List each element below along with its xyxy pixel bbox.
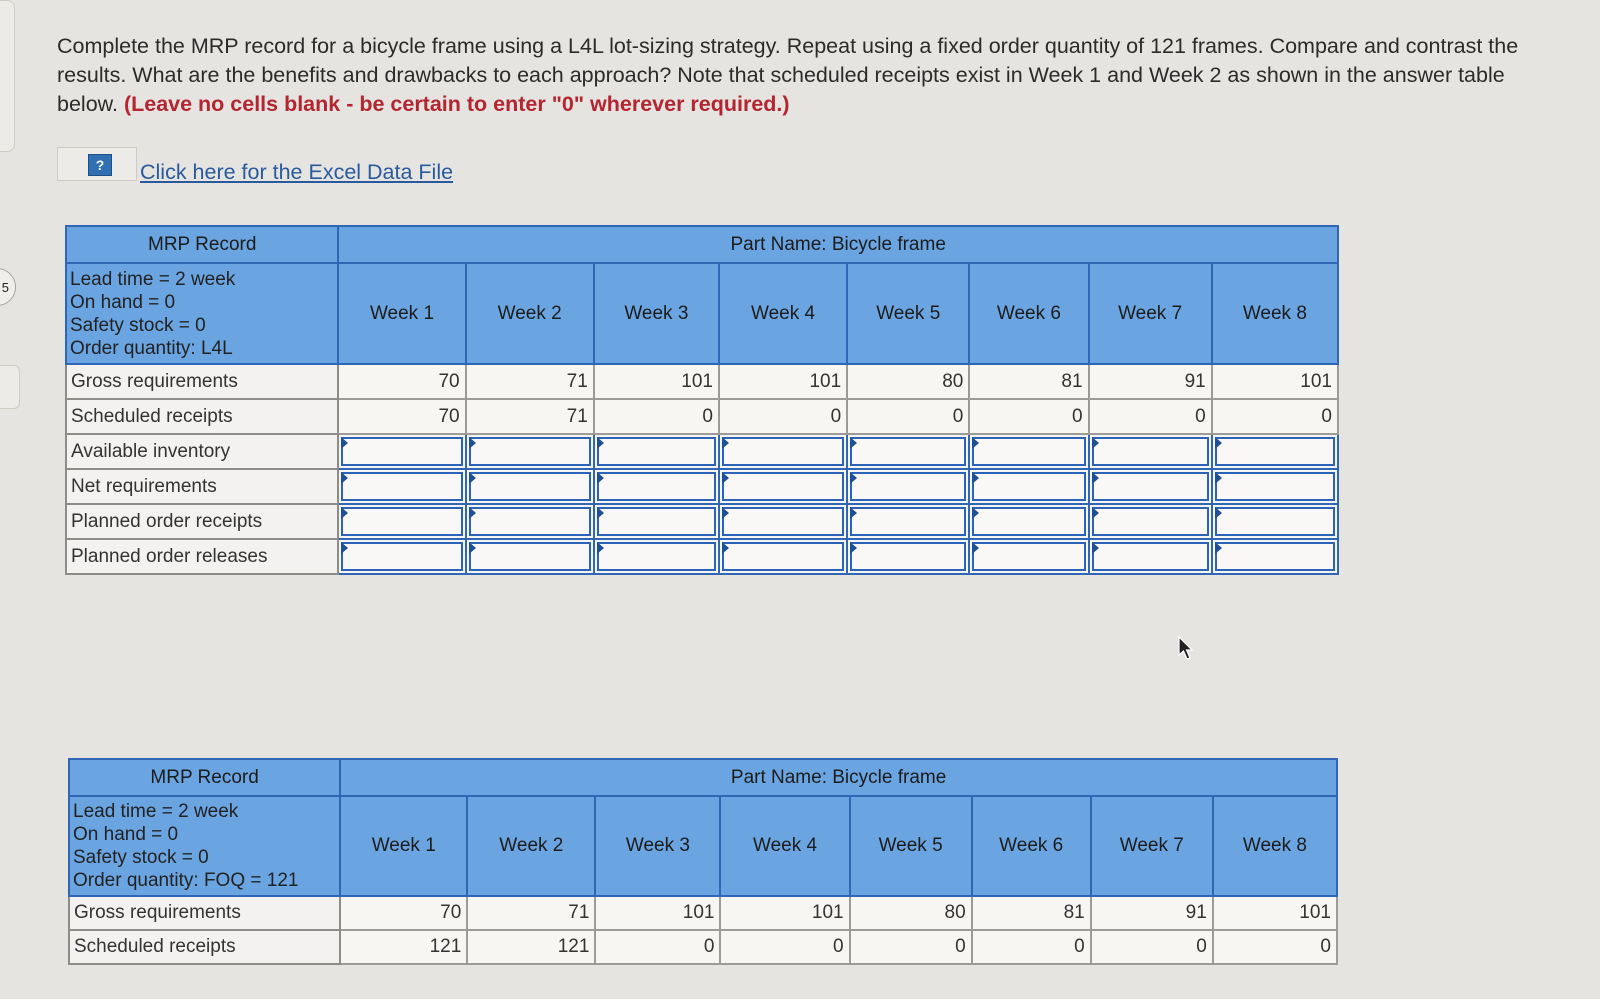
scheduled-receipts-week-1: 121 bbox=[340, 930, 467, 964]
answer-input[interactable] bbox=[469, 542, 591, 571]
answer-input[interactable] bbox=[1215, 472, 1335, 501]
available-inventory-week-2-input[interactable] bbox=[466, 434, 594, 469]
question-number: 5 bbox=[1, 280, 9, 295]
scheduled-receipts-week-4: 0 bbox=[720, 930, 849, 964]
scheduled-receipts-week-8: 0 bbox=[1213, 930, 1337, 964]
param-order-quantity: Order quantity: FOQ = 121 bbox=[73, 870, 299, 891]
row-planned-order-receipts bbox=[66, 504, 1338, 539]
gross-requirements-week-1: 70 bbox=[340, 896, 467, 930]
week-header-8: Week 8 bbox=[1213, 796, 1337, 896]
gross-requirements-week-3: 101 bbox=[594, 364, 719, 399]
gross-requirements-week-2: 71 bbox=[467, 896, 595, 930]
gross-requirements-week-8: 101 bbox=[1213, 896, 1337, 930]
answer-input[interactable] bbox=[1092, 542, 1209, 571]
available-inventory-week-8-input[interactable] bbox=[1212, 434, 1338, 469]
param-safety-stock: Safety stock = 0 bbox=[73, 847, 209, 868]
mouse-pointer-icon bbox=[1178, 636, 1196, 662]
planned-order-receipts-week-4-input[interactable] bbox=[719, 504, 847, 539]
gross-requirements-week-3: 101 bbox=[595, 896, 720, 930]
week-header-7: Week 7 bbox=[1089, 263, 1212, 364]
scheduled-receipts-week-2: 121 bbox=[467, 930, 595, 964]
param-on-hand: On hand = 0 bbox=[73, 824, 179, 845]
question-number-badge[interactable] bbox=[0, 268, 16, 306]
answer-input[interactable] bbox=[597, 437, 716, 466]
gross-requirements-week-7: 91 bbox=[1089, 364, 1212, 399]
gross-requirements-week-4: 101 bbox=[719, 364, 847, 399]
left-panel-tab[interactable] bbox=[0, 0, 15, 152]
row-label: Planned order receipts bbox=[66, 504, 338, 539]
scheduled-receipts-week-6: 0 bbox=[969, 399, 1088, 434]
planned-order-releases-week-5-input[interactable] bbox=[847, 539, 969, 574]
answer-input[interactable] bbox=[597, 472, 716, 501]
answer-input[interactable] bbox=[341, 472, 462, 501]
gross-requirements-week-5: 80 bbox=[850, 896, 972, 930]
row-scheduled-receipts bbox=[66, 399, 1338, 434]
answer-input[interactable] bbox=[722, 542, 844, 571]
answer-input[interactable] bbox=[1092, 507, 1209, 536]
planned-order-receipts-week-7-input[interactable] bbox=[1089, 504, 1212, 539]
available-inventory-week-3-input[interactable] bbox=[594, 434, 719, 469]
row-label: Net requirements bbox=[66, 469, 338, 504]
answer-input[interactable] bbox=[722, 472, 844, 501]
answer-input[interactable] bbox=[341, 437, 462, 466]
planned-order-releases-week-6-input[interactable] bbox=[969, 539, 1088, 574]
row-available-inventory bbox=[66, 434, 1338, 469]
available-inventory-week-7-input[interactable] bbox=[1089, 434, 1212, 469]
row-label: Scheduled receipts bbox=[66, 399, 338, 434]
planned-order-receipts-week-3-input[interactable] bbox=[594, 504, 719, 539]
planned-order-receipts-week-5-input[interactable] bbox=[847, 504, 969, 539]
gross-requirements-week-6: 81 bbox=[969, 364, 1088, 399]
row-net-requirements bbox=[66, 469, 1338, 504]
week-header-6: Week 6 bbox=[972, 796, 1091, 896]
available-inventory-week-1-input[interactable] bbox=[338, 434, 465, 469]
net-requirements-week-1-input[interactable] bbox=[338, 469, 465, 504]
param-lead-time: Lead time = 2 week bbox=[73, 801, 239, 822]
gross-requirements-week-1: 70 bbox=[338, 364, 465, 399]
answer-input[interactable] bbox=[597, 542, 716, 571]
scheduled-receipts-week-2: 71 bbox=[466, 399, 594, 434]
row-gross-requirements bbox=[69, 896, 1337, 930]
answer-input[interactable] bbox=[722, 437, 844, 466]
part-name-header: Part Name: Bicycle frame bbox=[338, 226, 1338, 263]
week-header-2: Week 2 bbox=[467, 796, 595, 896]
gross-requirements-week-8: 101 bbox=[1212, 364, 1338, 399]
row-label: Gross requirements bbox=[66, 364, 338, 399]
planned-order-receipts-week-1-input[interactable] bbox=[338, 504, 465, 539]
available-inventory-week-4-input[interactable] bbox=[719, 434, 847, 469]
net-requirements-week-5-input[interactable] bbox=[847, 469, 969, 504]
gross-requirements-week-7: 91 bbox=[1091, 896, 1213, 930]
row-label: Planned order releases bbox=[66, 539, 338, 574]
net-requirements-week-8-input[interactable] bbox=[1212, 469, 1338, 504]
scheduled-receipts-week-5: 0 bbox=[847, 399, 969, 434]
answer-input[interactable] bbox=[972, 542, 1085, 571]
week-header-8: Week 8 bbox=[1212, 263, 1338, 364]
answer-input[interactable] bbox=[850, 507, 966, 536]
row-planned-order-releases bbox=[66, 539, 1338, 574]
planned-order-releases-week-8-input[interactable] bbox=[1212, 539, 1338, 574]
left-panel-box[interactable] bbox=[0, 365, 20, 409]
mrp-record-title: MRP Record bbox=[66, 226, 338, 263]
week-header-2: Week 2 bbox=[466, 263, 594, 364]
week-header-5: Week 5 bbox=[850, 796, 972, 896]
excel-file-box[interactable] bbox=[57, 147, 137, 181]
planned-order-releases-week-4-input[interactable] bbox=[719, 539, 847, 574]
mrp-table-l4l bbox=[65, 225, 1339, 575]
row-label: Scheduled receipts bbox=[69, 930, 340, 964]
planned-order-releases-week-3-input[interactable] bbox=[594, 539, 719, 574]
week-header-4: Week 4 bbox=[720, 796, 849, 896]
gross-requirements-week-6: 81 bbox=[972, 896, 1091, 930]
net-requirements-week-2-input[interactable] bbox=[466, 469, 594, 504]
answer-input[interactable] bbox=[850, 472, 966, 501]
week-header-1: Week 1 bbox=[340, 796, 467, 896]
answer-input[interactable] bbox=[972, 472, 1085, 501]
answer-input[interactable] bbox=[341, 542, 462, 571]
answer-input[interactable] bbox=[1092, 472, 1209, 501]
gross-requirements-week-4: 101 bbox=[720, 896, 849, 930]
answer-input[interactable] bbox=[469, 437, 591, 466]
answer-input[interactable] bbox=[972, 437, 1085, 466]
question-text bbox=[57, 32, 1527, 119]
param-lead-time: Lead time = 2 week bbox=[70, 268, 236, 290]
week-header-6: Week 6 bbox=[969, 263, 1088, 364]
param-order-quantity: Order quantity: L4L bbox=[70, 337, 233, 359]
scheduled-receipts-week-4: 0 bbox=[719, 399, 847, 434]
scheduled-receipts-week-5: 0 bbox=[850, 930, 972, 964]
week-header-3: Week 3 bbox=[594, 263, 719, 364]
available-inventory-week-5-input[interactable] bbox=[847, 434, 969, 469]
mrp-table-foq bbox=[68, 758, 1338, 965]
answer-input[interactable] bbox=[972, 507, 1085, 536]
question-note: (Leave no cells blank - be certain to enter "0" wherever required.) bbox=[123, 92, 790, 116]
answer-input[interactable] bbox=[341, 507, 462, 536]
scheduled-receipts-week-6: 0 bbox=[972, 930, 1091, 964]
question-body: Complete the MRP record for a bicycle frame using a L4L lot-sizing strategy. Repeat using a fixed order quantity of 121 frames. Compare and contrast the results. What are the benefits and drawbacks to each approach? Note that scheduled receipts exist in Week 1 and Week 2 as shown in the answer table below. bbox=[57, 34, 1519, 116]
planned-order-releases-week-1-input[interactable] bbox=[338, 539, 465, 574]
week-header-5: Week 5 bbox=[847, 263, 969, 364]
available-inventory-week-6-input[interactable] bbox=[969, 434, 1088, 469]
gross-requirements-week-5: 80 bbox=[847, 364, 969, 399]
param-safety-stock: Safety stock = 0 bbox=[70, 314, 206, 336]
scheduled-receipts-week-1: 70 bbox=[338, 399, 465, 434]
scheduled-receipts-week-7: 0 bbox=[1089, 399, 1212, 434]
part-name-header: Part Name: Bicycle frame bbox=[340, 759, 1337, 796]
gross-requirements-week-2: 71 bbox=[466, 364, 594, 399]
mrp-record-title: MRP Record bbox=[69, 759, 340, 796]
mrp-parameters bbox=[69, 796, 340, 896]
answer-input[interactable] bbox=[1215, 507, 1335, 536]
net-requirements-week-4-input[interactable] bbox=[719, 469, 847, 504]
answer-input[interactable] bbox=[469, 507, 591, 536]
planned-order-releases-week-2-input[interactable] bbox=[466, 539, 594, 574]
row-gross-requirements bbox=[66, 364, 1338, 399]
answer-input[interactable] bbox=[1215, 542, 1335, 571]
scheduled-receipts-week-7: 0 bbox=[1091, 930, 1213, 964]
scheduled-receipts-week-8: 0 bbox=[1212, 399, 1338, 434]
help-icon[interactable]: ? bbox=[88, 154, 112, 176]
row-label: Available inventory bbox=[66, 434, 338, 469]
net-requirements-week-3-input[interactable] bbox=[594, 469, 719, 504]
week-header-3: Week 3 bbox=[595, 796, 720, 896]
week-header-4: Week 4 bbox=[719, 263, 847, 364]
excel-data-file-link[interactable]: Click here for the Excel Data File bbox=[140, 160, 454, 184]
row-label: Gross requirements bbox=[69, 896, 340, 930]
planned-order-releases-week-7-input[interactable] bbox=[1089, 539, 1212, 574]
scheduled-receipts-week-3: 0 bbox=[595, 930, 720, 964]
answer-input[interactable] bbox=[469, 472, 591, 501]
planned-order-receipts-week-6-input[interactable] bbox=[969, 504, 1088, 539]
param-on-hand: On hand = 0 bbox=[70, 291, 176, 313]
answer-input[interactable] bbox=[597, 507, 716, 536]
scheduled-receipts-week-3: 0 bbox=[594, 399, 719, 434]
net-requirements-week-6-input[interactable] bbox=[969, 469, 1088, 504]
mrp-parameters bbox=[66, 263, 338, 364]
week-header-1: Week 1 bbox=[338, 263, 465, 364]
row-scheduled-receipts bbox=[69, 930, 1337, 964]
answer-input[interactable] bbox=[722, 507, 844, 536]
answer-input[interactable] bbox=[1092, 437, 1209, 466]
planned-order-receipts-week-2-input[interactable] bbox=[466, 504, 594, 539]
week-header-7: Week 7 bbox=[1091, 796, 1213, 896]
answer-input[interactable] bbox=[1215, 437, 1335, 466]
answer-input[interactable] bbox=[850, 542, 966, 571]
net-requirements-week-7-input[interactable] bbox=[1089, 469, 1212, 504]
planned-order-receipts-week-8-input[interactable] bbox=[1212, 504, 1338, 539]
answer-input[interactable] bbox=[850, 437, 966, 466]
